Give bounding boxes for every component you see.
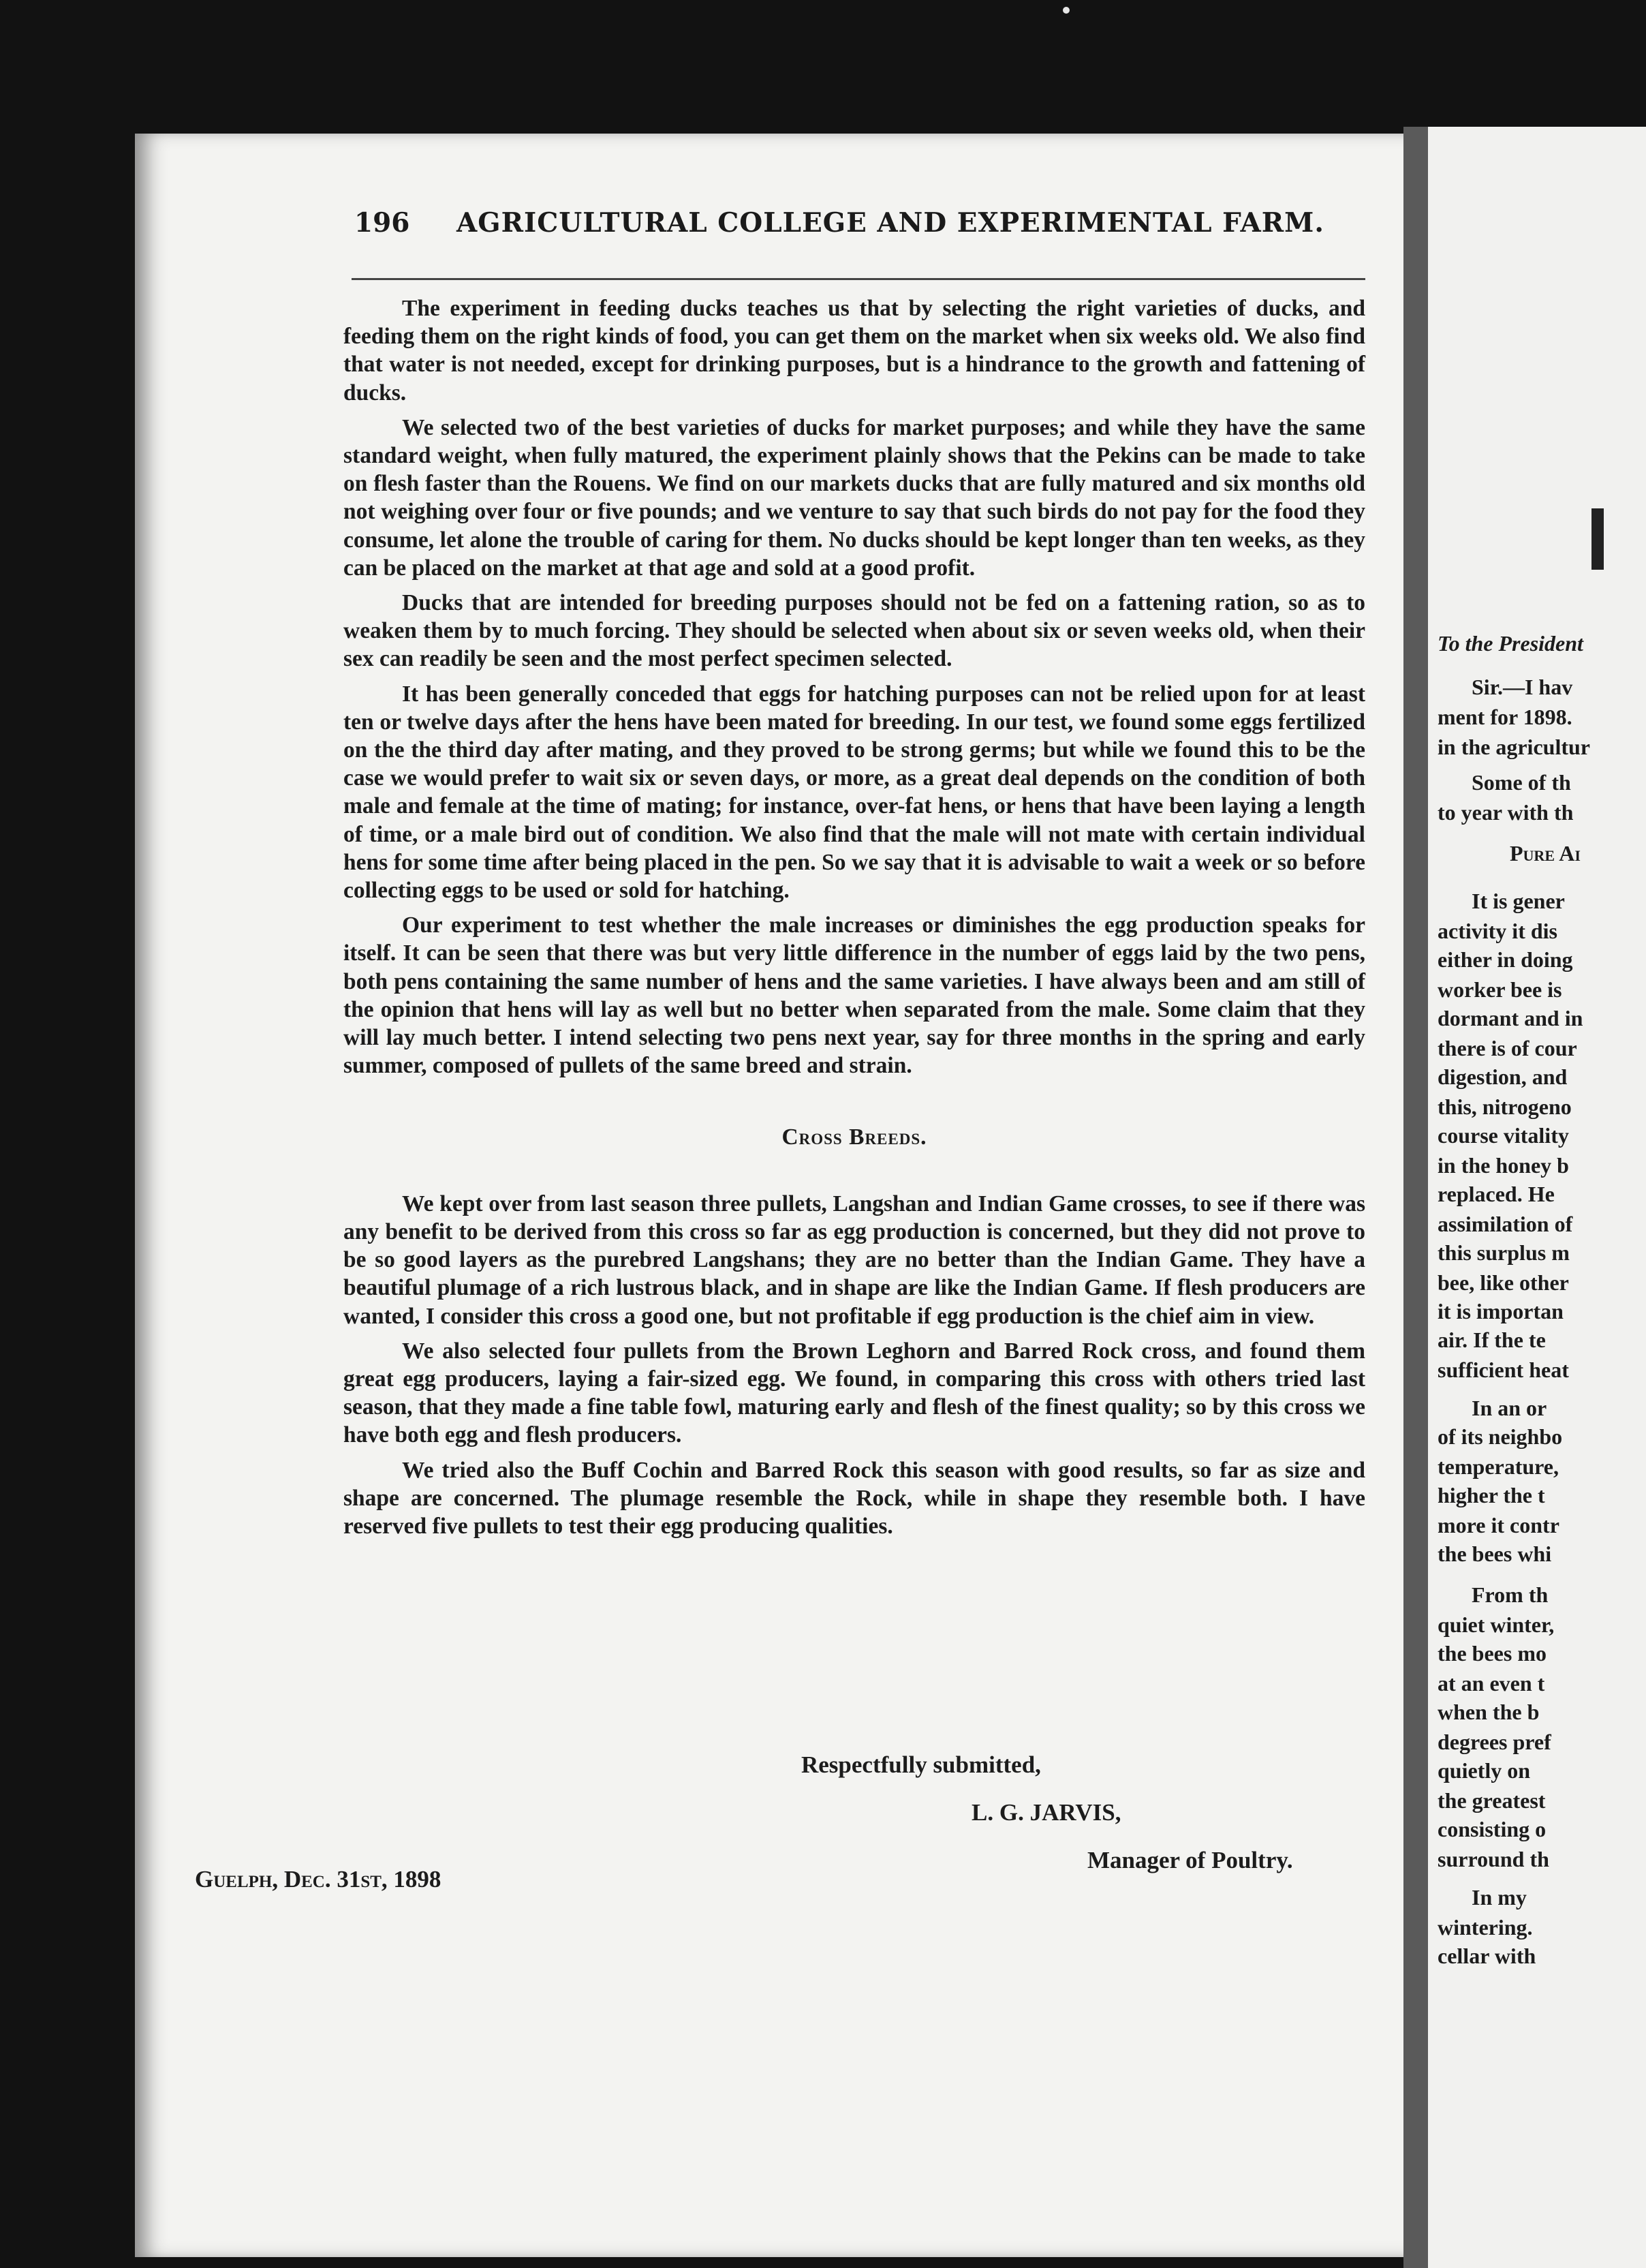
right-page-line: Some of th (1472, 770, 1571, 795)
right-page-line: the bees mo (1438, 1641, 1547, 1666)
right-page-line: when the b (1438, 1700, 1540, 1724)
right-page-line: there is of cour (1438, 1036, 1577, 1060)
page-header (354, 207, 1356, 239)
salutation: Respectfully submitted, (801, 1751, 1041, 1778)
right-page-line: higher the t (1438, 1483, 1545, 1507)
heading-fragment (1591, 508, 1604, 570)
right-page-line: surround th (1438, 1847, 1549, 1871)
right-page-line: degrees pref (1438, 1730, 1551, 1754)
paragraph-cochin-cross: We tried also the Buff Cochin and Barred Rock this season with good results, so far as size and shape are concerned. The plumage resemble the Rock, while in shape they resemble both. I have reserved five pullets to test their egg producing qualities. (343, 1457, 1365, 1539)
paragraph-ducks-feeding: The experiment in feeding ducks teaches us that by selecting the right varieties of ducks, and feeding them on the right kinds of food, you can get them on the market when six weeks old. We also find that water is not needed, except for drinking purposes, but is a hindrance to the growth and fattening of ducks. (343, 296, 1365, 405)
right-page-line: quiet winter, (1438, 1612, 1555, 1637)
right-page-line: sufficient heat (1438, 1358, 1569, 1382)
place-date: Guelph, Dec. 31st, 1898 (195, 1866, 441, 1892)
right-page-line: dormant and in (1438, 1006, 1583, 1030)
right-page-line: at an even t (1438, 1671, 1545, 1696)
paragraph-leghorn-cross: We also selected four pullets from the Brown Leghorn and Barred Rock cross, and found them great egg producers, laying a fair-sized egg. We found, in comparing this cross with others tried last season, that they made a fine table fowl, maturing early and flesh of the finest quality; so by this cross we have both egg and flesh producers. (343, 1338, 1365, 1448)
body-text (343, 294, 1365, 1547)
right-page-line: To the President (1438, 631, 1583, 656)
right-page-line: the bees whi (1438, 1542, 1552, 1566)
signature: L. G. JARVIS, (972, 1799, 1121, 1826)
right-page-line: consisting o (1438, 1817, 1547, 1841)
right-page-line: of its neighbo (1438, 1424, 1563, 1449)
right-page-line: wintering. (1438, 1915, 1533, 1940)
right-page-line: In my (1472, 1885, 1527, 1910)
right-page-line: activity it dis (1438, 919, 1557, 943)
right-page-line: Sir.—I hav (1472, 675, 1573, 699)
right-page-line: In an or (1472, 1396, 1547, 1420)
paragraph-ducks-varieties: We selected two of the best varieties of ducks for market purposes; and while they have the same standard weight, when fully matured, the experiment plainly shows that the Pekins can be made to take on flesh faster than the Rouens. We find on our markets ducks that are fully matured and six months old not weighing over four or five pounds; and we venture to say that such birds do not pay for the food they consume, let alone the trouble of caring for them. No ducks should be kept longer than ten weeks, as they can be placed on the market at that age and sold at a good profit. (343, 414, 1365, 581)
right-page-line: It is gener (1472, 889, 1565, 913)
paragraph-ducks-breeding: Ducks that are intended for breeding purposes should not be fed on a fattening ration, so as to weaken them by to much forcing. They should be selected when about six or seven weeks old, when their sex can readily be seen and the most perfect specimen selected. (343, 590, 1365, 672)
right-page-line: course vitality (1438, 1123, 1569, 1148)
header-rule (352, 278, 1365, 280)
right-page-line: this, nitrogeno (1438, 1094, 1572, 1119)
right-page-line: cellar with (1438, 1944, 1536, 1968)
right-page-line: the greatest (1438, 1788, 1546, 1813)
section-heading: Cross Breeds. (781, 1124, 927, 1150)
right-page-line: worker bee is (1438, 977, 1562, 1002)
scan-speck (1063, 7, 1070, 14)
right-page-line: in the honey b (1438, 1153, 1569, 1178)
right-page-line: assimilation of (1438, 1212, 1573, 1236)
right-page-line: in the agricultur (1438, 735, 1590, 759)
right-page-line: either in doing (1438, 947, 1573, 972)
right-page-line: air. If the te (1438, 1328, 1546, 1352)
right-page-line: to year with th (1438, 800, 1574, 825)
right-page-line: From th (1472, 1582, 1549, 1607)
right-page-line: more it contr (1438, 1513, 1559, 1537)
author-position: Manager of Poultry. (1087, 1847, 1293, 1873)
page-gutter (1403, 127, 1428, 2268)
right-page-line: digestion, and (1438, 1064, 1568, 1089)
right-page-line: replaced. He (1438, 1182, 1555, 1206)
paragraph-egg-production: Our experiment to test whether the male increases or diminishes the egg production speaks for itself. It can be seen that there was but very little difference in the number of eggs laid by the two pens, both pens containing the same number of hens and the same varieties. I have always been and am still of the opinion that hens will lay as well but no better when separated from the male. Some claim that they will lay much better. I intend selecting two pens next year, say for three months in the spring and early summer, composed of pullets of the same breed and strain. (343, 913, 1365, 1079)
page-number: 196 (354, 207, 410, 239)
left-page (135, 134, 1424, 2257)
right-page-line: Pure Ai (1510, 841, 1581, 865)
right-page-line: temperature, (1438, 1454, 1559, 1479)
right-page-line: this surplus m (1438, 1240, 1570, 1265)
paragraph-eggs-hatching: It has been generally conceded that eggs for hatching purposes can not be relied upon for at least ten or twelve days after the hens have been mated for breeding. In our test, we found some eggs fertilized on the the third day after mating, and they proved to be strong germs; but while we found this to be the case we would prefer to wait six or seven days, or more, as a great deal depends on the condition of both male and female at the time of mating; for instance, over-fat hens, or hens that have been laying a length of time, or a male bird out of condition. We also find that the male will not mate with certain individual hens for some time after being placed in the pen. So we say that it is advisable to wait a week or so before collecting eggs to be used or sold for hatching. (343, 681, 1365, 904)
paragraph-langshan-cross: We kept over from last season three pullets, Langshan and Indian Game crosses, to see if there was any benefit to be derived from this cross so far as egg production is concerned, but they did not prove to be so good layers as the purebred Langshans; they are no better than the Indian Game. They have a beautiful plumage of a rich lustrous black, and in shape are like the Indian Game. If flesh producers are wanted, I consider this cross a good one, but not profitable if egg production is the chief aim in view. (343, 1191, 1365, 1329)
running-title: AGRICULTURAL COLLEGE AND EXPERIMENTAL FARM. (456, 207, 1324, 239)
right-page-line: bee, like other (1438, 1270, 1569, 1295)
right-page-line: quietly on (1438, 1758, 1531, 1783)
right-page-line: ment for 1898. (1438, 705, 1572, 729)
right-page (1428, 127, 1646, 2268)
right-page-line: it is importan (1438, 1299, 1564, 1323)
